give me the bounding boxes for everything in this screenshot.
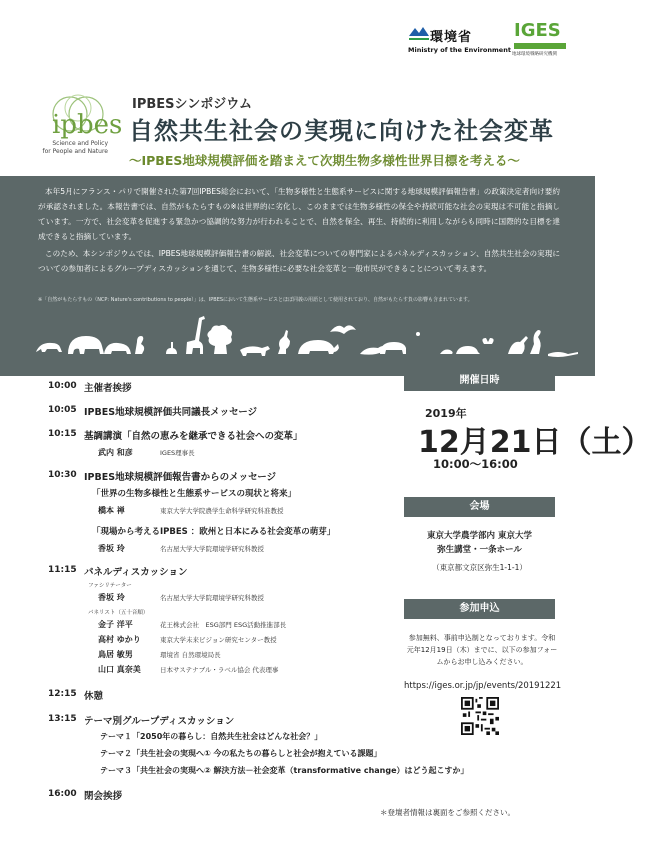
page-title: 自然共生社会の実現に向けた社会変革 [129,117,554,145]
footer-note: ＊登壇者情報は裏面をご参照ください。 [380,808,515,817]
panelist-name: 山口 真奈美 [98,665,141,674]
s6-time: 12:15 [48,689,77,699]
s5-time: 11:15 [48,565,77,575]
moe-sub: Ministry of the Environment [408,46,511,54]
s4-talk2: 「現場から考えるIPBES ：欧州と日本にみる社会変革の萌芽」 [92,527,336,537]
ipbes-logo [38,92,128,164]
intro-band [0,176,595,376]
facilitator-name: 香坂 玲 [98,593,125,602]
theme-item: テーマ３「共生社会の実現へ② 解決方法－社会変革（transformative change）はどう起こすか」 [100,766,469,775]
panelist-label: パネリスト（五十音順） [88,610,149,616]
s5-title: パネルディスカッション [84,567,188,578]
ipbes-tagline [38,140,108,156]
s7-time: 13:15 [48,714,77,724]
s3-time: 10:15 [48,429,77,439]
panelist-affil: 日本サステナブル・ラベル協会 代表理事 [160,666,279,674]
page-subtitle: ～IPBES地球規模評価を踏まえて次期生物多様性世界目標を考える～ [129,153,520,168]
s4-title: IPBES地球規模評価報告書からのメッセージ [84,472,277,483]
panelist-affil: 花王株式会社 ESG部門 ESG活動推進部長 [160,621,287,629]
s8-time: 16:00 [48,789,77,799]
ipbes-word: ipbes [52,110,123,140]
s4-affil2: 名古屋大学大学院環境学研究科教授 [160,545,264,553]
s4-talk1: 「世界の生物多様性と生態系サービスの現状と将来」 [92,489,297,499]
iges-logo [512,20,574,60]
apply-text: 参加無料、事前申込制となっております。令和元年12月19日（木）までに、以下の参加フォームからお申し込みください。 [406,634,558,666]
apply-label: 参加申込 [404,599,555,619]
event-date: 12月21日（土） [418,425,652,460]
iges-sub: 地球環境戦略研究機関 [512,52,557,57]
date-label: 開催日時 [404,371,555,391]
s3-title: 基調講演「自然の恵みを継承できる社会への変革」 [84,431,303,442]
facilitator-label: ファシリテーター [88,583,132,589]
panelist-name: 高村 ゆかり [98,635,141,644]
venue-line1: 東京大学農学部内 東京大学 [427,531,532,541]
venue-label: 会場 [404,497,555,517]
intro-note: ※「自然がもたらすもの（NCP: Nature's contributions to people）」は、IPBESにおいて生態系サービスとほぼ同義の用語として使用されており、自然がもたらす負の影響も含まれています。 [38,297,473,303]
facilitator-affil: 名古屋大学大学院環境学研究科教授 [160,594,264,602]
ipbes-tag-line1: Science and Policy [52,140,108,147]
ipbes-tag-line2: for People and Nature [42,148,108,155]
s2-title: IPBES地球規模評価共同議長メッセージ [84,407,258,418]
event-time: 10:00～16:00 [433,457,518,471]
s1-time: 10:00 [48,381,77,391]
intro-para1: 本年5月にフランス・パリで開催された第7回IPBES総会において、「生物多様性と生態系サービスに関する地球規模評価報告書」の政策決定者向け要約が承認されました。本報告書では、自然がもたらすもの※は世界的に劣化し、このままでは生物多様性の保全や持続可能な社会の実現は不可能と指摘しています。一方で、社会変革を促進する緊急かつ協調的な努力が行われることで、自然を保全、再生、持続的に利用しながらも同時に国際的な目標を達成できると指摘しています。 [38,187,560,241]
moe-logo [408,22,511,60]
s3-affil: IGES理事長 [160,449,195,457]
moe-name: 環境省 [430,30,473,45]
animal-silhouettes-icon [0,304,595,364]
s1-title: 主催者挨拶 [84,383,132,394]
theme-item: テーマ１「2050年の暮らし：自然共生社会はどんな社会？」 [100,732,323,741]
panelist-name: 鳥居 敏男 [98,650,133,659]
s3-speaker: 武内 和彦 [98,448,133,457]
theme-item: テーマ２「共生社会の実現へ① 今の私たちの暮らしと社会が抱えている課題」 [100,749,382,758]
s4-speaker1: 橋本 禅 [98,506,125,515]
s7-title: テーマ別グループディスカッション [84,716,235,727]
s2-time: 10:05 [48,405,77,415]
event-year: 2019年 [425,407,467,420]
panelist-affil: 環境省 自然環境局長 [160,651,221,659]
panelist-name: 金子 洋平 [98,620,133,629]
s4-time: 10:30 [48,470,77,480]
qr-code-icon[interactable] [461,697,499,735]
venue-address: （東京都文京区弥生1-1-1） [432,563,527,572]
event-kicker: IPBESシンポジウム [132,97,253,112]
s4-speaker2: 香坂 玲 [98,544,125,553]
intro-para2: このため、本シンポジウムでは、IPBES地球規模評価報告書の解説、社会変革についての専門家によるパネルディスカッション、自然共生社会の実現についての参加者によるグループディスカッションを通じて、生物多様性に必要な社会変革と一般市民ができることについて考えます。 [38,249,560,273]
venue-line2: 弥生講堂・一条ホール [437,545,522,555]
s4-affil1: 東京大学大学院農学生命科学研究科准教授 [160,507,284,515]
panelist-affil: 東京大学未来ビジョン研究センター教授 [160,636,277,644]
moe-mark-icon [408,24,430,42]
apply-url[interactable]: https://iges.or.jp/jp/events/20191221 [404,681,562,691]
s8-title: 閉会挨拶 [84,791,123,802]
intro-text [38,184,560,276]
s6-title: 休憩 [84,691,104,702]
iges-bar [514,43,566,49]
iges-name: IGES [514,20,561,41]
